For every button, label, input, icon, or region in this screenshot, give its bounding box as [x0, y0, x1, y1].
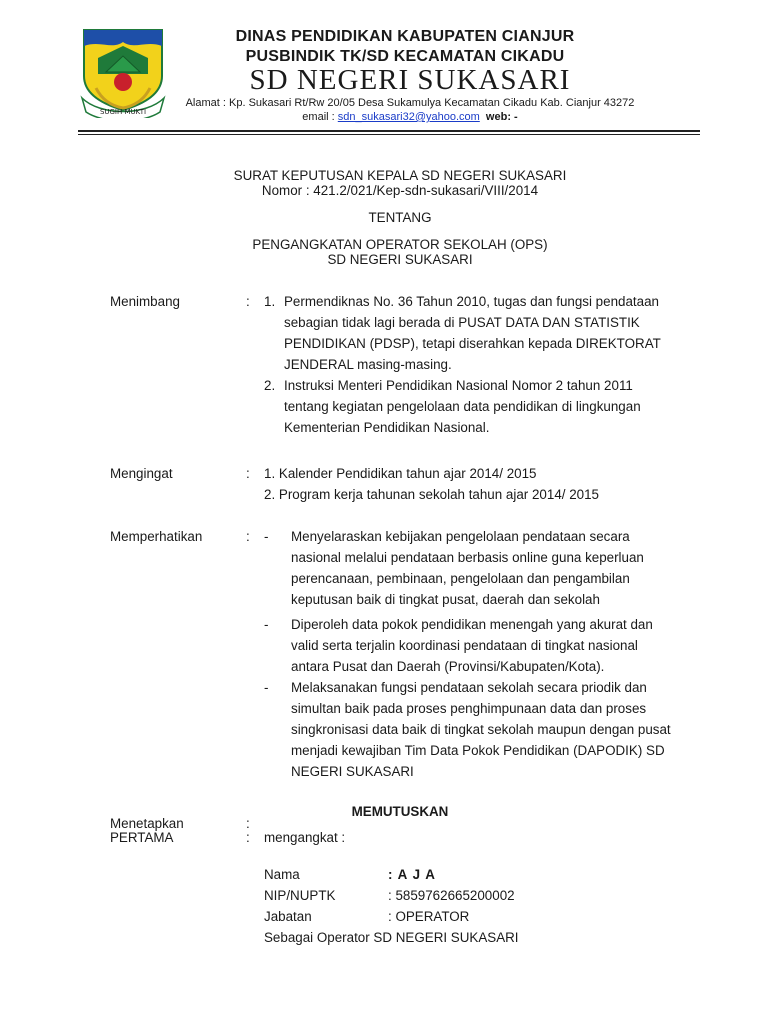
bullet-dash: - — [264, 680, 269, 695]
menimbang-item-1 — [284, 291, 694, 375]
pertama-colon: : — [246, 830, 250, 845]
memperhatikan-1-line: keputusan baik di tingkat pusat, daerah dan sekolah — [291, 592, 600, 607]
bullet-dash: - — [264, 529, 269, 544]
memperhatikan-colon: : — [246, 529, 250, 544]
email-label: email : — [302, 111, 338, 123]
mengingat-colon: : — [246, 466, 250, 481]
memperhatikan-1-line: perencanaan, pembinaan, pengelolaan dan pengambilan — [291, 571, 630, 586]
tentang-heading: TENTANG — [368, 210, 432, 225]
nama-value: : A J A — [388, 867, 436, 882]
menimbang-1-line: sebagian tidak lagi berada di PUSAT DATA DAN STATISTIK — [284, 315, 640, 330]
nip-value: : 5859762665200002 — [388, 888, 515, 903]
mengingat-label: Mengingat — [110, 466, 173, 481]
memperhatikan-3-line: Melaksanakan fungsi pendataan sekolah secara priodik dan — [291, 680, 647, 695]
menetapkan-label: Menetapkan — [110, 816, 184, 831]
menimbang-1-line: Permendiknas No. 36 Tahun 2010, tugas dan fungsi pendataan — [284, 294, 659, 309]
jabatan-value: : OPERATOR — [388, 909, 470, 924]
school-name: SD NEGERI SUKASARI — [249, 64, 571, 96]
memperhatikan-1-line: nasional melalui pendataan berbasis online guna keperluan — [291, 550, 644, 565]
memperhatikan-2-line: valid serta terjalin koordinasi pendataan di tingkat nasional — [291, 638, 638, 653]
memperhatikan-3-line: NEGERI SUKASARI — [291, 764, 414, 779]
regency-logo — [76, 24, 170, 118]
decree-subject: PENGANGKATAN OPERATOR SEKOLAH (OPS) — [252, 237, 548, 252]
jabatan-label: Jabatan — [264, 909, 312, 924]
menimbang-colon: : — [246, 294, 250, 309]
menimbang-item-2 — [284, 375, 694, 438]
decree-subject-school: SD NEGERI SUKASARI — [327, 252, 473, 267]
decree-number: Nomor : 421.2/021/Kep-sdn-sukasari/VIII/2014 — [261, 183, 539, 198]
memperhatikan-3-line: singkronisasi data baik di tingkat sekolah maupun dengan pusat — [291, 722, 671, 737]
memperhatikan-item-1 — [291, 526, 694, 610]
school-address: Alamat : Kp. Sukasari Rt/Rw 20/05 Desa Sukamulya Kecamatan Cikadu Kab. Cianjur 43272 — [185, 97, 635, 109]
menetapkan-colon: : — [246, 816, 250, 831]
letterhead-rule-thick — [78, 130, 700, 132]
memperhatikan-3-line: simultan baik pada proses penghimpunaan data dan proses — [291, 701, 647, 716]
agency-name: DINAS PENDIDIKAN KABUPATEN CIANJUR — [235, 28, 575, 45]
memutuskan-heading: MEMUTUSKAN — [351, 804, 449, 819]
menimbang-2-line: Kementerian Pendidikan Nasional. — [284, 420, 490, 435]
memperhatikan-item-3 — [291, 677, 694, 782]
menimbang-label: Menimbang — [110, 294, 180, 309]
mengingat-item-1: 1. Kalender Pendidikan tahun ajar 2014/ 2015 — [264, 466, 537, 481]
menimbang-num-2: 2. — [264, 378, 276, 393]
menimbang-1-line: PENDIDIKAN (PDSP), tetapi diserahkan kepada DIREKTORAT — [284, 336, 661, 351]
pertama-text: mengangkat : — [264, 830, 346, 845]
memperhatikan-1-line: Menyelaraskan kebijakan pengelolaan pendataan secara — [291, 529, 630, 544]
menimbang-num-1: 1. — [264, 294, 276, 309]
mengingat-item-2: 2. Program kerja tahunan sekolah tahun ajar 2014/ 2015 — [264, 487, 599, 502]
menimbang-2-line: Instruksi Menteri Pendidikan Nasional Nomor 2 tahun 2011 — [284, 378, 633, 393]
memperhatikan-2-line: antara Pusat dan Daerah (Provinsi/Kabupaten/Kota). — [291, 659, 605, 674]
sub-agency-name: PUSBINDIK TK/SD KECAMATAN CIKADU — [245, 48, 565, 65]
memperhatikan-3-line: menjadi kewajiban Tim Data Pokok Pendidikan (DAPODIK) SD — [291, 743, 665, 758]
pertama-label: PERTAMA — [110, 830, 174, 845]
bullet-dash: - — [264, 617, 269, 632]
memperhatikan-2-line: Diperoleh data pokok pendidikan menengah yang akurat dan — [291, 617, 653, 632]
nama-label: Nama — [264, 867, 300, 882]
menimbang-2-line: tentang kegiatan pengelolaan data pendidikan di lingkungan — [284, 399, 641, 414]
letterhead-rule-thin — [78, 134, 700, 135]
menimbang-1-line: JENDERAL masing-masing. — [284, 357, 452, 372]
logo-motto: SUGIH MUKTI — [99, 108, 147, 116]
web-label: web: - — [485, 111, 518, 123]
email-link[interactable]: sdn_sukasari32@yahoo.com — [337, 111, 480, 123]
nip-label: NIP/NUPTK — [264, 888, 336, 903]
memperhatikan-item-2 — [291, 614, 694, 677]
contact-line — [170, 111, 650, 123]
sebagai-line: Sebagai Operator SD NEGERI SUKASARI — [264, 930, 519, 945]
memperhatikan-label: Memperhatikan — [110, 529, 203, 544]
decree-title: SURAT KEPUTUSAN KEPALA SD NEGERI SUKASARI — [233, 168, 567, 183]
